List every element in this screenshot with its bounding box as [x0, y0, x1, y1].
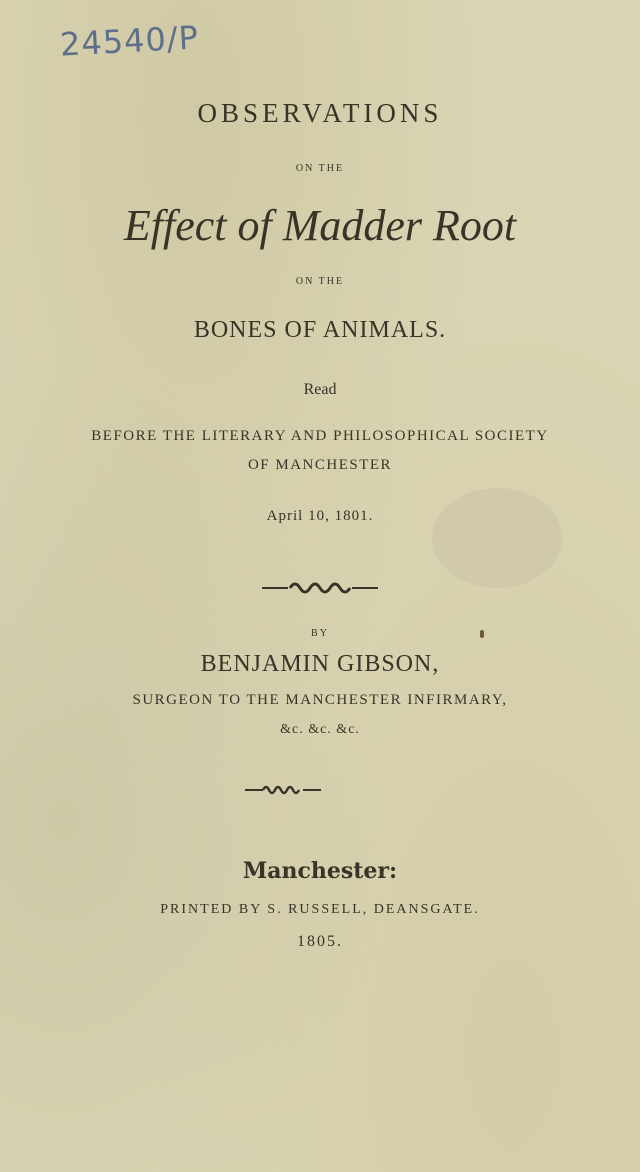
society-city-line: OF MANCHESTER — [247, 457, 393, 473]
read-label: Read — [303, 381, 337, 398]
pencil-shelfmark: 24540/P — [59, 18, 200, 64]
imprint-year: 1805. — [297, 933, 343, 950]
title-effect-line: Effect of Madder Root — [123, 201, 517, 250]
author-name: BENJAMIN GIBSON, — [200, 651, 440, 677]
title-main: OBSERVATIONS — [197, 98, 443, 128]
imprint-printer: PRINTED BY S. RUSSELL, DEANSGATE. — [160, 902, 480, 917]
author-position: SURGEON TO THE MANCHESTER INFIRMARY, — [132, 692, 508, 708]
on-the-label-1: ON THE — [295, 163, 345, 174]
title-bones-line: BONES OF ANIMALS. — [193, 317, 447, 343]
imprint-place: Manchester: — [242, 858, 398, 884]
ornament-divider-1 — [260, 578, 380, 598]
by-label: BY — [311, 628, 329, 639]
library-stamp — [432, 488, 562, 588]
society-line: BEFORE THE LITERARY AND PHILOSOPHICAL SOCIETY — [91, 428, 549, 444]
on-the-label-2: ON THE — [295, 276, 345, 287]
etc-line: &c. &c. &c. — [280, 722, 360, 737]
ornament-divider-2 — [243, 780, 323, 800]
read-date: April 10, 1801. — [266, 508, 374, 524]
